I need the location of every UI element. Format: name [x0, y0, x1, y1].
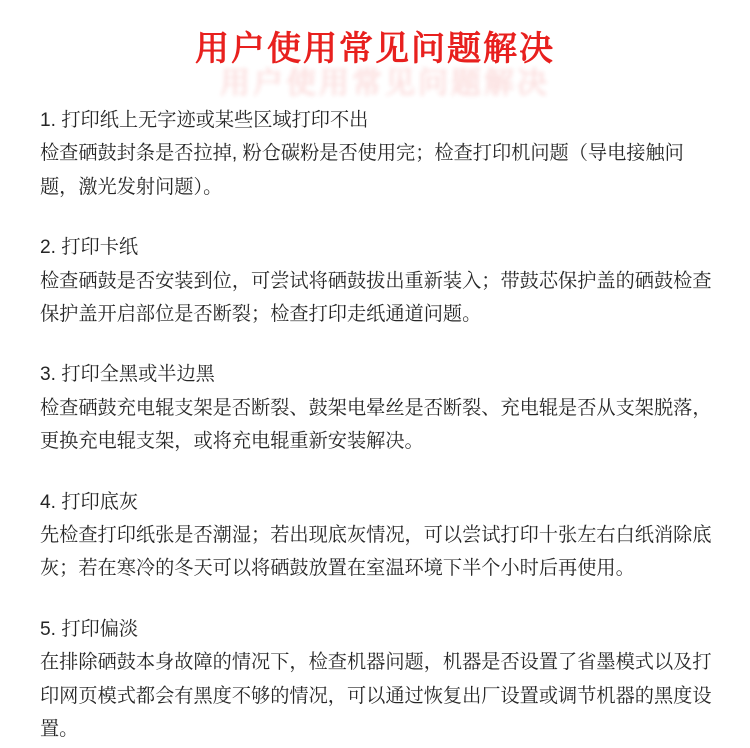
faq-content	[40, 104, 712, 748]
section-heading: 1. 打印纸上无字迹或某些区域打印不出	[40, 110, 369, 131]
section-heading: 3. 打印全黑或半边黑	[40, 364, 215, 386]
faq-section-4	[40, 486, 712, 586]
faq-section-5	[40, 613, 712, 747]
section-body: 在排除硒鼓本身故障的情况下，检查机器问题，机器是否设置了省墨模式以及打印网页模式都会有黑度不够的情况，可以通过恢复出厂设置或调节机器的黑度设置。	[40, 652, 712, 741]
section-heading: 4. 打印底灰	[40, 491, 139, 513]
section-body: 先检查打印纸张是否潮湿；若出现底灰情况，可以尝试打印十张左右白纸消除底灰；若在寒冷的冬天可以将硒鼓放置在室温环境下半个小时后再使用。	[40, 525, 712, 580]
section-body: 检查硒鼓封条是否拉掉, 粉仓碳粉是否使用完；检查打印机问题（导电接触问题，激光发射问题）。	[40, 143, 684, 198]
section-body: 检查硒鼓充电辊支架是否断裂、鼓架电晕丝是否断裂、充电辊是否从支架脱落，更换充电辊支架，或将充电辊重新安装解决。	[40, 397, 712, 453]
section-heading: 5. 打印偏淡	[40, 618, 139, 640]
section-heading: 2. 打印卡纸	[40, 237, 139, 259]
faq-section-2	[40, 231, 712, 331]
section-body: 检查硒鼓是否安装到位，可尝试将硒鼓拔出重新装入；带鼓芯保护盖的硒鼓检查保护盖开启部位是否断裂；检查打印走纸通道问题。	[40, 270, 712, 326]
title-ghost-artifact: 用户使用常见问题解决	[220, 67, 550, 96]
faq-section-3	[40, 358, 712, 458]
faq-section-1	[40, 104, 712, 204]
page-title: 用户使用常见问题解决	[195, 30, 555, 68]
